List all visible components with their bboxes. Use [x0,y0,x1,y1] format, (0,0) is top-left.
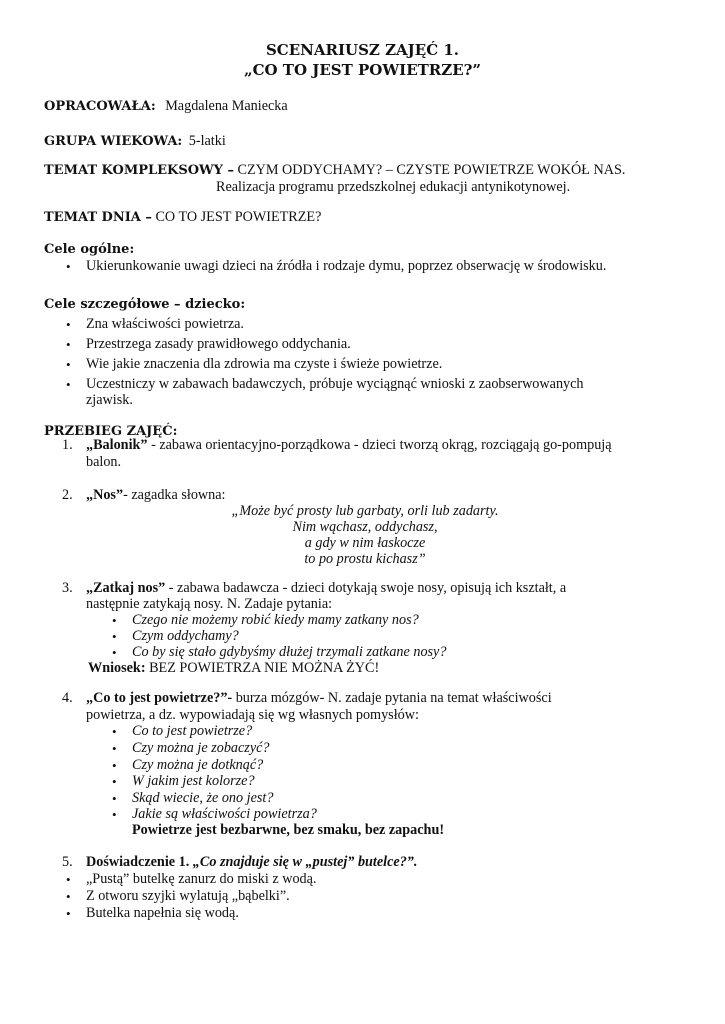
step-4-text: burza mózgów- N. zadaje pytania na temat właściwości [232,690,552,706]
answer-line: Powietrze jest bezbarwne, bez smaku, bez zapachu! [132,822,445,838]
specific-goal-item: Uczestniczy w zabawach badawczych, próbuje wyciągnąć wnioski z zaobserwowanych [86,376,584,392]
specific-goal-item: Zna właściwości powietrza. [86,316,244,332]
group-line [44,133,226,150]
question-item: W jakim jest kolorze? [132,773,255,789]
riddle-line: to po prostu kichasz” [304,551,426,567]
step-1-line [86,437,612,454]
sub-bullet-dot-icon: • [112,629,117,644]
experiment-item: Butelka napełnia się wodą. [86,905,239,921]
bullet-dot-icon: • [66,906,71,921]
step-number: 5. [62,854,73,870]
bullet-dot-icon: • [66,377,71,392]
sub-bullet-dot-icon: • [112,645,117,660]
document-title-line2: „CO TO JEST POWIETRZE?” [243,61,482,79]
specific-goal-item: Przestrzega zasady prawidłowego oddychania. [86,336,351,352]
step-5-line [86,854,417,871]
step-5-name-italic: „Co znajduje się w „pustej” butelce?”. [189,854,418,870]
complex-topic-label: TEMAT KOMPLEKSOWY – [44,163,234,178]
sub-bullet-dot-icon: • [112,791,117,806]
day-topic-value: CO TO JEST POWIETRZE? [155,209,322,225]
document-title-line1: SCENARIUSZ ZAJĘĆ 1. [265,41,460,59]
question-item: Czym oddychamy? [132,628,239,644]
step-4-text-2: powietrza, a dz. wypowiadają się wg własnych pomysłów: [86,707,419,723]
step-2-line [86,487,226,504]
step-number: 4. [62,690,73,706]
author-label: OPRACOWAŁA: [44,99,156,114]
bullet-dot-icon: • [66,872,71,887]
riddle-line: a gdy w nim łaskocze [304,535,426,551]
question-item: Czy można je dotknąć? [132,757,264,773]
step-1-name: „Balonik” [86,437,148,453]
step-2-text: - zagadka słowna: [123,487,226,503]
step-3-text: - zabawa badawcza - dzieci dotykają swoje nosy, opisują ich kształt, a [165,580,567,596]
complex-topic-line [44,162,625,179]
step-5-name: Doświadczenie 1. [86,854,190,870]
riddle-line: Nim wąchasz, oddychasz, [292,519,438,535]
step-number: 1. [62,437,73,453]
step-4-line [86,690,552,707]
sub-bullet-dot-icon: • [112,741,117,756]
step-4-name: „Co to jest powietrze?”- [86,690,233,706]
step-3-line [86,580,566,597]
question-item: Co to jest powietrze? [132,723,253,739]
experiment-item: Z otworu szyjki wylatują „bąbelki”. [86,888,290,904]
conclusion-text: BEZ POWIETRZA NIE MOŻNA ŻYĆ! [145,660,380,676]
sub-bullet-dot-icon: • [112,774,117,789]
step-1-text-2: balon. [86,454,122,470]
specific-goals-heading: Cele szczegółowe – dziecko: [44,297,246,312]
author-line [44,98,288,115]
general-goal-item: Ukierunkowanie uwagi dzieci na źródła i rodzaje dymu, poprzez obserwację w środowisku. [86,258,607,274]
bullet-dot-icon: • [66,889,71,904]
general-goals-heading: Cele ogólne: [44,242,135,257]
complex-topic-value: CZYM ODDYCHAMY? – CZYSTE POWIETRZE WOKÓŁ NAS. [237,162,626,178]
question-item: Czy można je zobaczyć? [132,740,270,756]
conclusion-line [88,660,379,677]
bullet-dot-icon: • [66,337,71,352]
complex-topic-value-2: Realizacja programu przedszkolnej edukacji antynikotynowej. [216,179,571,195]
bullet-dot-icon: • [66,357,71,372]
step-2-name: „Nos” [86,487,124,503]
step-1-text: - zabawa orientacyjno-porządkowa - dzieci tworzą okrąg, rozciągają go-pompują [147,437,612,453]
step-3-name: „Zatkaj nos” [86,580,166,596]
step-number: 2. [62,487,73,503]
bullet-dot-icon: • [66,259,71,274]
day-topic-line [44,209,321,226]
question-item: Czego nie możemy robić kiedy mamy zatkany nos? [132,612,419,628]
step-number: 3. [62,580,73,596]
question-item: Co by się stało gdybyśmy dłużej trzymali zatkane nosy? [132,644,447,660]
group-label: GRUPA WIEKOWA: [44,134,183,149]
sub-bullet-dot-icon: • [112,724,117,739]
sub-bullet-dot-icon: • [112,613,117,628]
author-value: Magdalena Maniecka [165,98,288,114]
specific-goal-item-cont: zjawisk. [86,392,133,408]
conclusion-label: Wniosek: [88,660,146,676]
riddle-line: „Może być prosty lub garbaty, orli lub zadarty. [231,503,499,519]
experiment-item: „Pustą” butelkę zanurz do miski z wodą. [86,871,317,887]
sub-bullet-dot-icon: • [112,807,117,822]
specific-goal-item: Wie jakie znaczenia dla zdrowia ma czyste i świeże powietrze. [86,356,443,372]
day-topic-label: TEMAT DNIA – [44,210,152,225]
question-item: Skąd wiecie, że ono jest? [132,790,274,806]
question-item: Jakie są właściwości powietrza? [132,806,317,822]
step-3-text-2: następnie zatykają nosy. N. Zadaje pytania: [86,596,333,612]
sub-bullet-dot-icon: • [112,758,117,773]
bullet-dot-icon: • [66,317,71,332]
course-heading: PRZEBIEG ZAJĘĆ: [44,424,178,439]
group-value: 5-latki [188,133,226,149]
